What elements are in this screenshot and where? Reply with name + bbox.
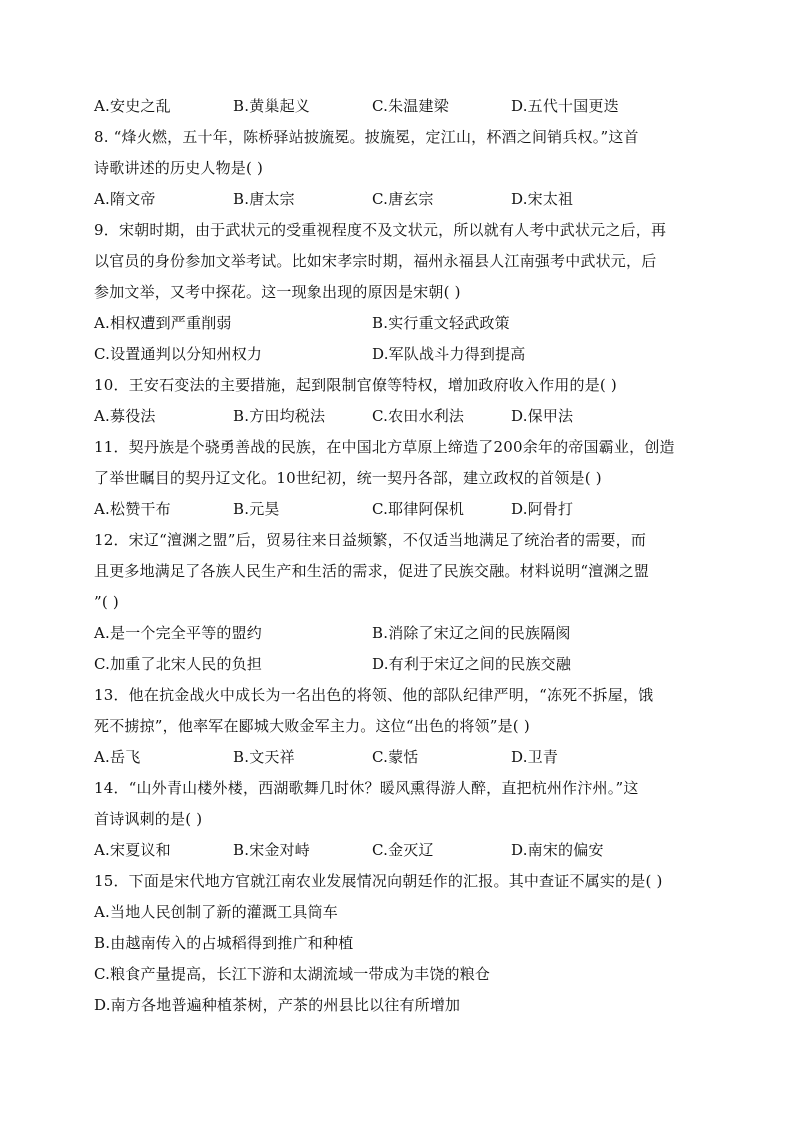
q9-options-row-1: [94, 308, 704, 339]
q12-stem-line-3: ”( ): [94, 593, 119, 611]
q11-option-b: B.元昊: [233, 500, 280, 518]
q15-stem-line-1: 15．下面是宋代地方官就江南农业发展情况向朝廷作的汇报。其中查证不属实的是( ): [94, 872, 663, 890]
q12-options-row-1: [94, 618, 704, 649]
q8-option-c: C.唐玄宗: [372, 190, 434, 208]
q12-options-row-2: [94, 649, 704, 680]
q15-option-a: A.当地人民创制了新的灌溉工具筒车: [94, 903, 339, 921]
q9-option-d: D.军队战斗力得到提高: [372, 345, 526, 363]
q11-option-a: A.松赞干布: [94, 500, 171, 518]
q15-option-b: B.由越南传入的占城稻得到推广和种植: [94, 934, 354, 952]
q10-stem-line-1: 10．王安石变法的主要措施，起到限制官僚等特权，增加政府收入作用的是( ): [94, 376, 617, 394]
q12-option-c: C.加重了北宋人民的负担: [94, 655, 263, 673]
q8-stem-line-2: 诗歌讲述的历史人物是( ): [94, 159, 264, 177]
q10-option-b: B.方田均税法: [233, 407, 326, 425]
q9-option-a: A.相权遭到严重削弱: [94, 314, 232, 332]
q10-option-d: D.保甲法: [511, 407, 574, 425]
q13-stem-line-1: 13．他在抗金战火中成长为一名出色的将领、他的部队纪律严明，“冻死不拆屋，饿: [94, 686, 654, 704]
q9-options-row-2: [94, 339, 704, 370]
q12-option-d: D.有利于宋辽之间的民族交融: [372, 655, 572, 673]
q12-option-b: B.消除了宋辽之间的民族隔阂: [372, 624, 571, 642]
q7-option-d: D.五代十国更迭: [511, 97, 619, 115]
q12-option-a: A.是一个完全平等的盟约: [94, 624, 263, 642]
q14-stem-line-1: 14．“山外青山楼外楼，西湖歌舞几时休？暖风熏得游人醉，直把杭州作汴州。”这: [94, 779, 639, 797]
q11-stem-line-2: 了举世瞩目的契丹辽文化。10世纪初，统一契丹各部，建立政权的首领是( ): [94, 469, 602, 487]
q14-option-b: B.宋金对峙: [233, 841, 310, 859]
q8-option-b: B.唐太宗: [233, 190, 295, 208]
q7-option-a: A.安史之乱: [94, 97, 171, 115]
exam-page: [94, 91, 704, 1021]
q7-options: [94, 91, 704, 122]
q14-stem-line-2: 首诗讽刺的是( ): [94, 810, 203, 828]
q11-options: [94, 494, 704, 525]
q14-option-c: C.金灭辽: [372, 841, 434, 859]
q11-option-c: C.耶律阿保机: [372, 500, 465, 518]
q13-stem-line-2: 死不掳掠”，他率军在郾城大败金军主力。这位“出色的将领”是( ): [94, 717, 530, 735]
q13-options: [94, 742, 704, 773]
q12-stem-line-1: 12．宋辽“澶渊之盟”后，贸易往来日益频繁，不仅适当地满足了统治者的需要，而: [94, 531, 647, 549]
q7-option-c: C.朱温建梁: [372, 97, 449, 115]
q8-option-a: A.隋文帝: [94, 190, 156, 208]
q9-stem-line-2: 以官员的身份参加文举考试。比如宋孝宗时期，福州永福县人江南强考中武状元，后: [94, 252, 657, 270]
q9-stem-line-3: 参加文举，又考中探花。这一现象出现的原因是宋朝( ): [94, 283, 461, 301]
q10-option-a: A.募役法: [94, 407, 156, 425]
q14-option-a: A.宋夏议和: [94, 841, 171, 859]
q10-options: [94, 401, 704, 432]
q14-option-d: D.南宋的偏安: [511, 841, 604, 859]
q7-option-b: B.黄巢起义: [233, 97, 310, 115]
q13-option-a: A.岳飞: [94, 748, 141, 766]
q13-option-c: C.蒙恬: [372, 748, 419, 766]
q15-option-c: C.粮食产量提高，长江下游和太湖流域一带成为丰饶的粮仓: [94, 965, 491, 983]
q10-option-c: C.农田水利法: [372, 407, 465, 425]
q14-options: [94, 835, 704, 866]
q15-option-d: D.南方各地普遍种植茶树，产茶的州县比以往有所增加: [94, 996, 461, 1014]
q13-option-d: D.卫青: [511, 748, 559, 766]
q8-options: [94, 184, 704, 215]
q9-stem-line-1: 9．宋朝时期，由于武状元的受重视程度不及文状元，所以就有人考中武状元之后，再: [94, 221, 667, 239]
q8-option-d: D.宋太祖: [511, 190, 574, 208]
q9-option-b: B.实行重文轻武政策: [372, 314, 510, 332]
q12-stem-line-2: 且更多地满足了各族人民生产和生活的需求，促进了民族交融。材料说明“澶渊之盟: [94, 562, 650, 580]
q11-option-d: D.阿骨打: [511, 500, 574, 518]
q11-stem-line-1: 11．契丹族是个骁勇善战的民族，在中国北方草原上缔造了200余年的帝国霸业，创造: [94, 438, 675, 456]
q8-stem-line-1: 8. “烽火燃，五十年，陈桥驿站披旒冕。披旒冕，定江山，杯酒之间销兵权。”这首: [94, 128, 639, 146]
q13-option-b: B.文天祥: [233, 748, 295, 766]
q9-option-c: C.设置通判以分知州权力: [94, 345, 263, 363]
